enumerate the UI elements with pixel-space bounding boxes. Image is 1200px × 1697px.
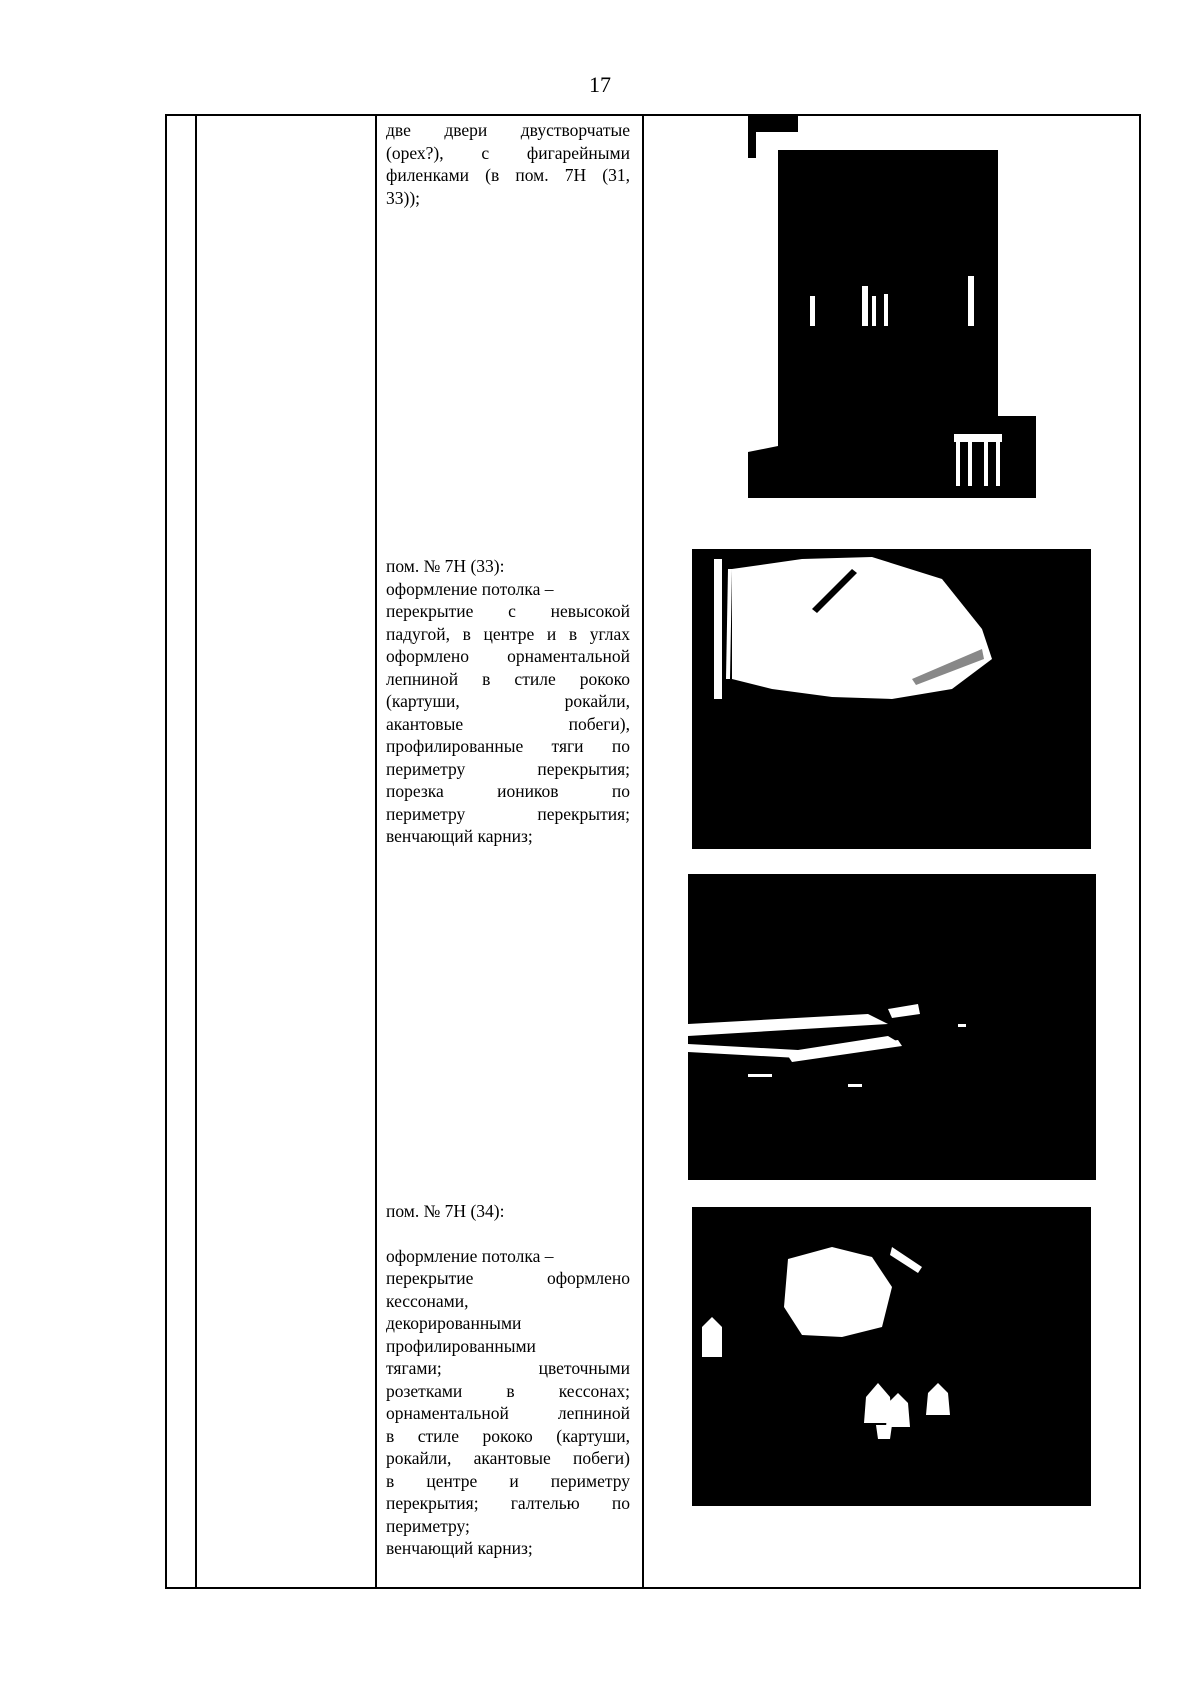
column-divider-2 [375,116,377,1587]
row-3-description [386,1200,630,1560]
page-number: 17 [589,72,611,97]
door-photo-graphic [748,116,1036,498]
row-2-line: порезка иоников по [386,781,630,801]
row-3-line: кессонами, [386,1290,469,1311]
row-1-line: две двери двустворчатые [386,120,630,140]
row-2-line: венчающий карниз; [386,826,533,846]
row-2-line: пом. № 7Н (33): [386,556,505,576]
row-2-line: падугой, в центре и в углах [386,623,630,644]
row-2-line: (картуши, рокайли, [386,691,630,711]
row-2-line: периметру перекрытия; [386,758,630,779]
row-3-line: оформление потолка – [386,1245,554,1266]
row-2-line: перекрытие с невысокой [386,601,630,621]
row-3-line: тягами; цветочными [386,1358,630,1378]
row-3-line: в стиле рококо (картуши, [386,1425,630,1446]
row-3-line: периметру; [386,1515,470,1536]
row-2-line: оформление потолка – [386,578,554,599]
row-3-line: рокайли, акантовые побеги) [386,1448,630,1468]
ceiling-photo-34 [692,1207,1091,1506]
row-2-description [386,555,630,848]
row-3-line: розетками в кессонах; [386,1380,630,1401]
row-2-line: периметру перекрытия; [386,803,630,824]
row-2-line: оформлено орнаментальной [386,646,630,666]
row-3-line: орнаментальной лепниной [386,1403,630,1423]
ceiling-photo-33-graphic [692,549,1091,849]
row-1-line: филенками (в пом. 7Н (31, [386,165,630,185]
door-photo [748,116,1036,498]
row-3-line: перекрытия; галтелью по [386,1493,630,1513]
row-3-line: в центре и периметру [386,1470,630,1491]
row-1-description [386,119,630,209]
row-3-line: перекрытие оформлено [386,1268,630,1288]
row-3-line: пом. № 7Н (34): [386,1201,505,1221]
ceiling-photo-33 [692,549,1091,849]
row-1-line: 33)); [386,187,421,208]
cornice-photo-33-graphic [688,874,1096,1180]
cornice-photo-33 [688,874,1096,1180]
ceiling-photo-34-graphic [692,1207,1091,1506]
row-2-line: профилированные тяги по [386,736,630,756]
row-2-line: акантовые побеги), [386,713,630,734]
row-2-line: лепниной в стиле рококо [386,668,630,689]
row-1-line: (орех?), с фигарейными [386,142,630,163]
row-3-line: декорированными [386,1313,522,1333]
column-divider-1 [195,116,197,1587]
column-divider-3 [642,116,644,1587]
row-3-line: профилированными [386,1335,536,1356]
row-3-line: венчающий карниз; [386,1538,533,1558]
row-3-blank-line [386,1223,630,1245]
